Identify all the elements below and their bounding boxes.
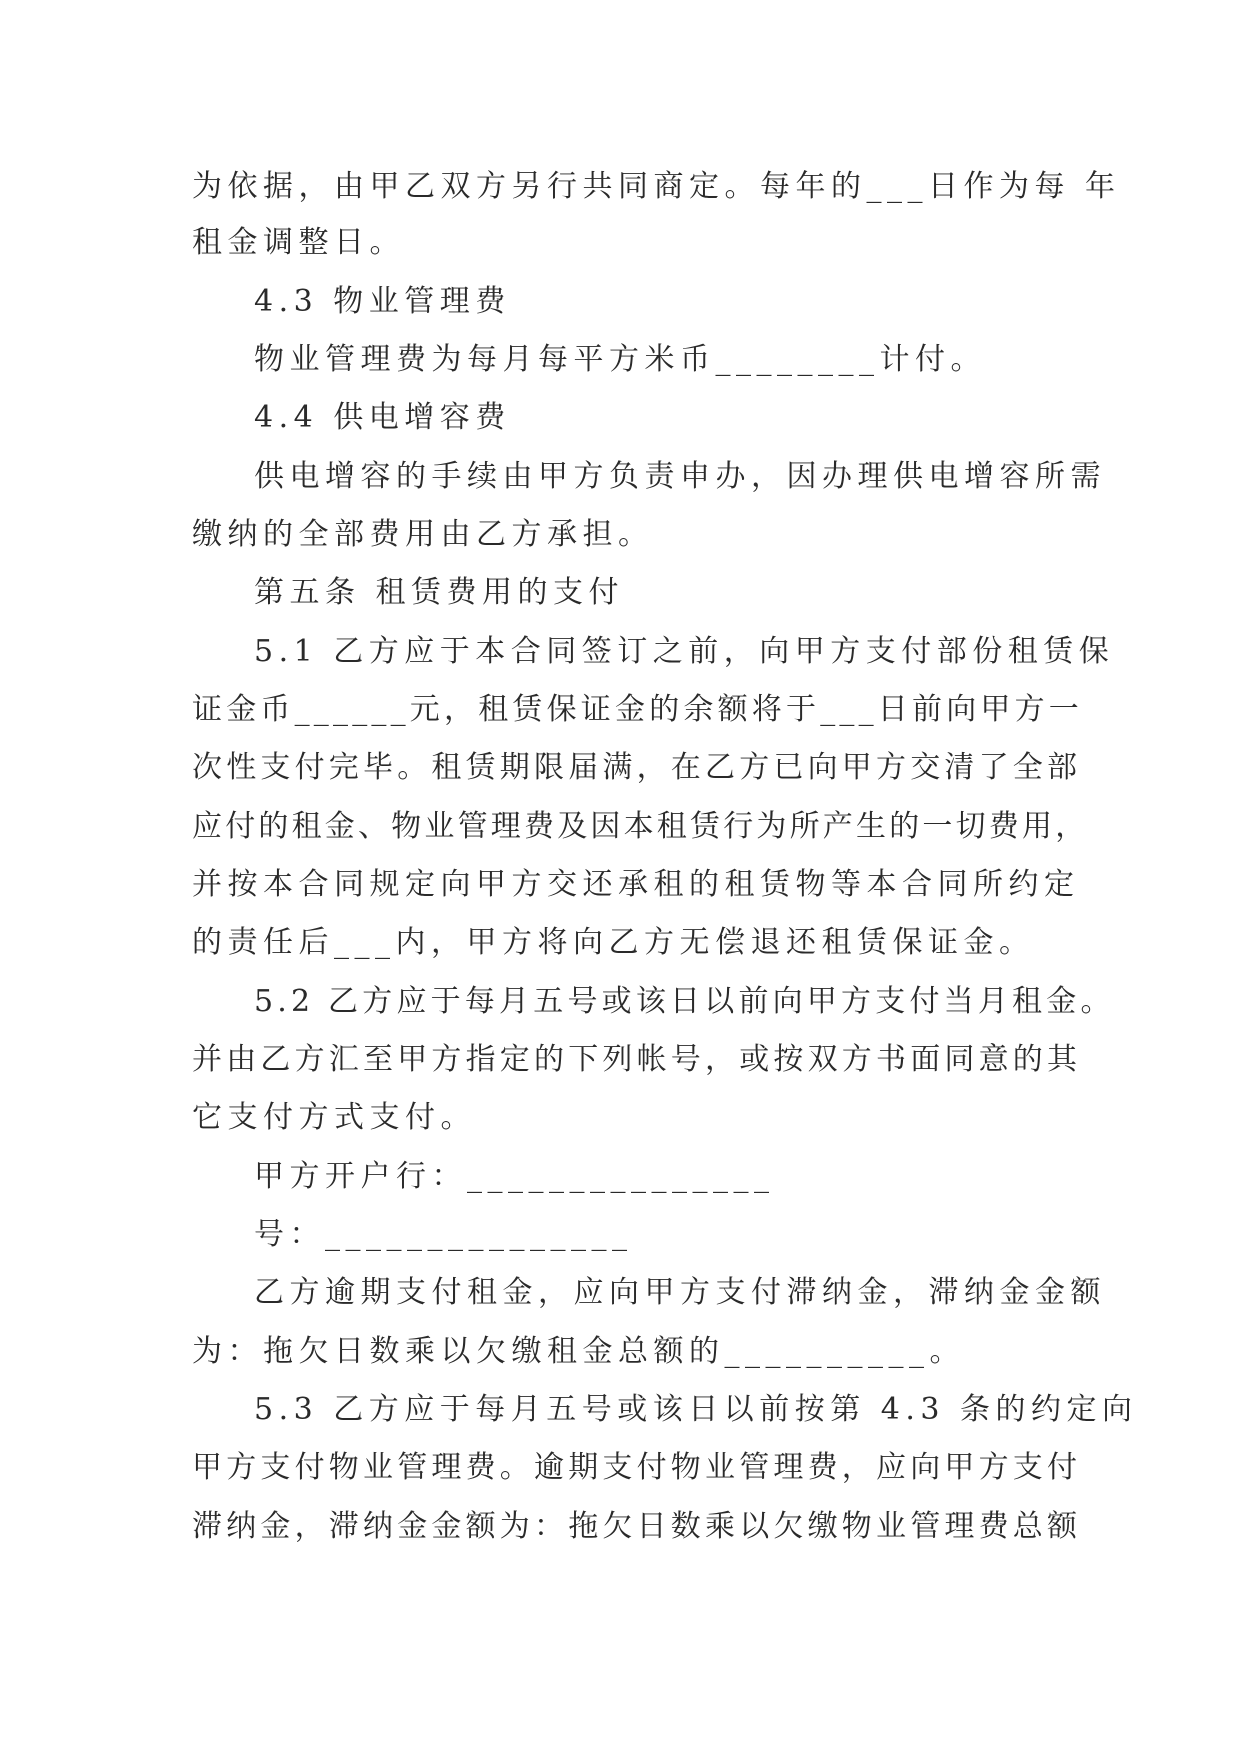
text-line: 物业管理费为每月每平方米币________计付。 [254, 342, 986, 377]
text-line: 证金币______元，租赁保证金的余额将于___日前向甲方一 [192, 692, 1083, 727]
text-line: 5.3 乙方应于每月五号或该日以前按第 4.3 条的约定向 [254, 1392, 1138, 1427]
text-line: 并由乙方汇至甲方指定的下列帐号，或按双方书面同意的其 [192, 1042, 1082, 1077]
text-line: 为：拖欠日数乘以欠缴租金总额的__________。 [192, 1334, 965, 1369]
article-heading: 第五条 租赁费用的支付 [254, 575, 625, 610]
account-field-line: 号：_______________ [254, 1217, 633, 1252]
text-line: 应付的租金、物业管理费及因本租赁行为所产生的一切费用， [192, 809, 1089, 844]
text-line: 滞纳金，滞纳金金额为：拖欠日数乘以欠缴物业管理费总额 [192, 1509, 1082, 1544]
text-line: 5.2 乙方应于每月五号或该日以前向甲方支付当月租金。 [254, 984, 1115, 1019]
text-line: 次性支付完毕。租赁期限届满，在乙方已向甲方交清了全部 [192, 750, 1082, 785]
bank-field-line: 甲方开户行：_______________ [254, 1159, 775, 1194]
text-line: 缴纳的全部费用由乙方承担。 [192, 517, 654, 552]
text-line: 甲方支付物业管理费。逾期支付物业管理费，应向甲方支付 [192, 1450, 1082, 1485]
text-line: 并按本合同规定向甲方交还承租的租赁物等本合同所约定 [192, 867, 1080, 902]
text-line: 的责任后___内，甲方将向乙方无偿退还租赁保证金。 [192, 925, 1035, 960]
text-line: 乙方逾期支付租金，应向甲方支付滞纳金，滞纳金金额 [254, 1275, 1106, 1310]
text-line: 5.1 乙方应于本合同签订之前，向甲方支付部份租赁保 [254, 634, 1115, 669]
section-heading: 4.3 物业管理费 [254, 284, 511, 319]
text-line: 为依据，由甲乙双方另行共同商定。每年的___日作为每 年 [192, 169, 1121, 204]
text-line: 租金调整日。 [192, 225, 405, 260]
text-line: 供电增容的手续由甲方负责申办，因办理供电增容所需 [254, 459, 1106, 494]
text-line: 它支付方式支付。 [192, 1100, 476, 1135]
section-heading: 4.4 供电增容费 [254, 400, 511, 435]
